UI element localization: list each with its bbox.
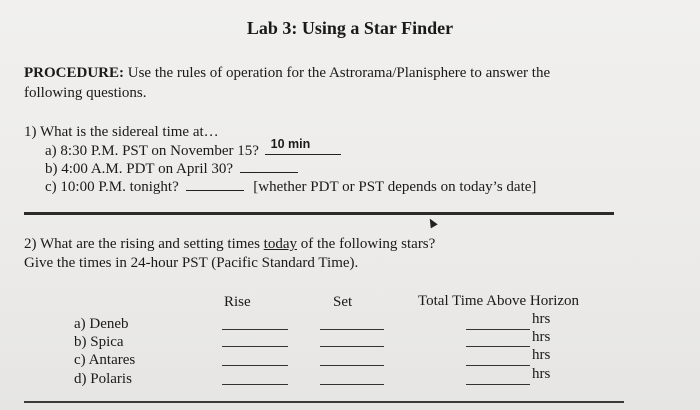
star-label-polaris: d) Polaris (74, 371, 132, 387)
total-blank-antares[interactable] (466, 365, 530, 366)
q1-c-blank[interactable] (186, 189, 244, 191)
rise-blank-spica[interactable] (222, 346, 288, 347)
q2-prompt-post: of the following stars? (297, 236, 436, 252)
procedure-line-1 (24, 63, 550, 83)
star-label-antares: c) Antares (74, 352, 136, 368)
rise-blank-deneb[interactable] (222, 329, 288, 330)
procedure-text-1: Use the rules of operation for the Astrorama/Planisphere to answer the (124, 65, 551, 81)
set-blank-deneb[interactable] (320, 329, 384, 330)
q1-a-blank (265, 153, 341, 155)
total-blank-spica[interactable] (466, 346, 530, 347)
mouse-cursor-icon (426, 217, 437, 229)
header-total: Total Time Above Horizon (418, 293, 580, 309)
q1-c-note: [whether PDT or PST depends on today’s date] (253, 179, 537, 195)
header-rise: Rise (224, 294, 251, 310)
q1-prompt: 1) What is the sidereal time at… (24, 124, 219, 140)
hrs-antares: hrs (532, 347, 551, 363)
page-title: Lab 3: Using a Star Finder (246, 18, 454, 38)
q1-c (45, 179, 536, 196)
q1-a (45, 137, 341, 160)
q1-c-text: c) 10:00 P.M. tonight? (45, 179, 179, 195)
hrs-spica: hrs (532, 329, 551, 345)
q2-prompt-pre: 2) What are the rising and setting times (24, 236, 264, 252)
hrs-deneb: hrs (532, 311, 551, 327)
q2-prompt-today: today (263, 236, 297, 252)
rise-blank-polaris[interactable] (222, 384, 288, 385)
procedure-text-2: following questions. (24, 85, 147, 101)
star-label-deneb: a) Deneb (74, 316, 129, 332)
section-divider (24, 212, 614, 215)
set-blank-polaris[interactable] (320, 384, 384, 385)
set-blank-spica[interactable] (320, 346, 384, 347)
procedure-block (24, 63, 550, 103)
rise-blank-antares[interactable] (222, 365, 288, 366)
q2-prompt (24, 236, 435, 253)
q1-a-answer-field[interactable] (265, 137, 341, 160)
star-label-spica: b) Spica (74, 334, 124, 350)
bottom-divider (24, 401, 624, 403)
q1-a-answer: 10 min (270, 137, 311, 151)
q1-b (45, 161, 298, 178)
set-blank-antares[interactable] (320, 365, 384, 366)
hrs-polaris: hrs (532, 366, 551, 382)
q2-prompt-line2: Give the times in 24-hour PST (Pacific Standard Time). (24, 255, 359, 271)
q1-a-text: a) 8:30 P.M. PST on November 15? (45, 143, 259, 159)
q1-b-text: b) 4:00 A.M. PDT on April 30? (45, 161, 234, 177)
header-set: Set (333, 294, 353, 310)
procedure-label: PROCEDURE: (24, 65, 124, 81)
q1-b-blank[interactable] (240, 171, 298, 173)
total-blank-deneb[interactable] (466, 329, 530, 330)
total-blank-polaris[interactable] (466, 384, 530, 385)
